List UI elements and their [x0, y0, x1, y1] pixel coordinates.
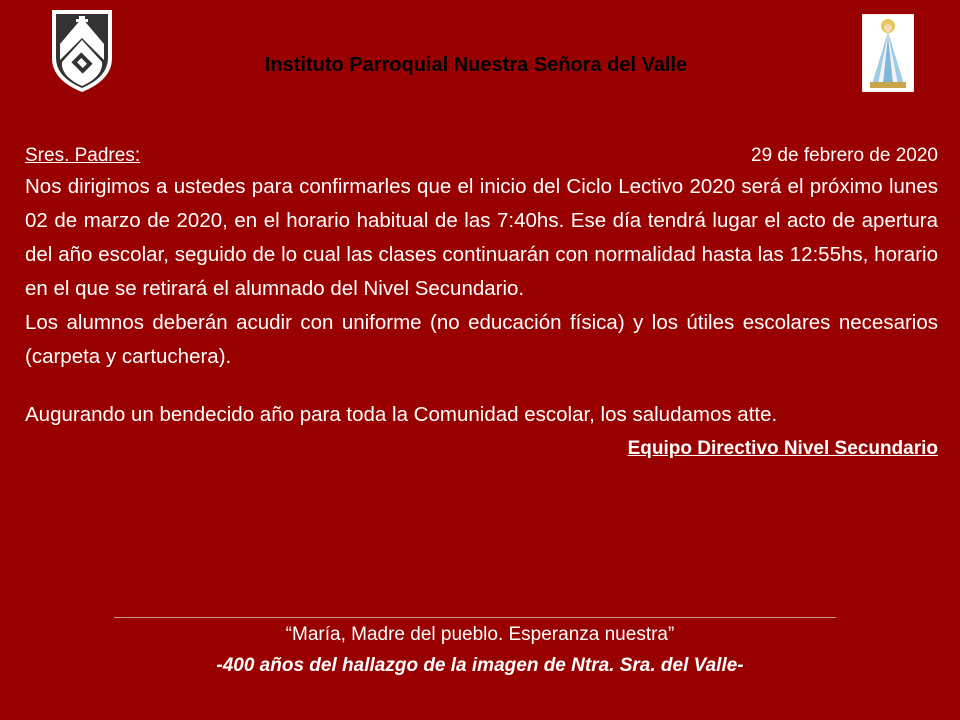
school-shield-logo	[50, 8, 114, 94]
letter-body	[25, 142, 938, 466]
footer-motto: -400 años del hallazgo de la imagen de Ntra. Sra. del Valle-	[216, 655, 744, 676]
paragraph-uniform: Los alumnos deberán acudir con uniforme (no educación física) y los útiles escolares necesarios (carpeta y cartuchera).	[25, 311, 938, 368]
paragraph-closing: Augurando un bendecido año para toda la Comunidad escolar, los saludamos atte.	[25, 403, 778, 426]
institution-title: Instituto Parroquial Nuestra Señora del Valle	[264, 54, 688, 76]
footer-quote: “María, Madre del pueblo. Esperanza nuestra”	[285, 624, 675, 645]
signature: Equipo Directivo Nivel Secundario	[627, 438, 938, 459]
paragraph-start-date: Nos dirigimos a ustedes para confirmarles que el inicio del Ciclo Lectivo 2020 será el próximo lunes 02 de marzo de 2020, en el horario habitual de las 7:40hs. Ese día tendrá lugar el acto de apertura del año escolar, seguido de lo cual las clases continuarán con normalidad hasta las 12:55hs, horario en el que se retirará el alumnado del Nivel Secundario.	[25, 175, 938, 300]
salutation-row	[25, 142, 938, 170]
virgin-image-icon	[862, 14, 914, 92]
letter-date: 29 de febrero de 2020	[751, 145, 938, 166]
divider	[114, 617, 836, 618]
salutation: Sres. Padres:	[25, 145, 141, 166]
